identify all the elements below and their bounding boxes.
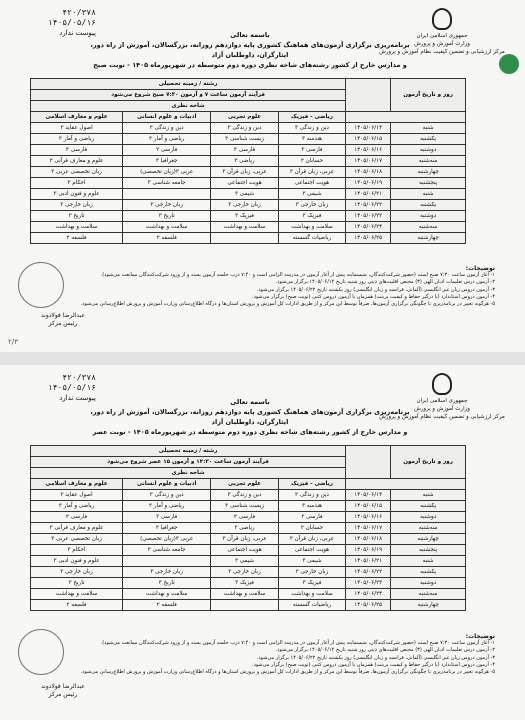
subject-cell: فارسی ۳ [31,145,123,156]
subject-cell: ریاضی ۳ [211,523,278,534]
date-cell: ۱۴۰۵/۰۶/۱۵ [346,501,391,512]
subject-cell: هویت اجتماعی [278,178,345,189]
letter-attachment: پیوست ندارد [59,394,96,402]
table-row [31,211,466,222]
subject-cell: زبان خارجی ۳ [123,200,211,211]
day-cell: شنبه [391,556,466,567]
subject-cell: تاریخ ۳ [31,211,123,222]
subject-cell: ریاضیات گسسته [278,233,345,244]
title-line-1: برنامه‌ریزی برگزاری آزمون‌های هماهنگ کشوری پایه دوازدهم روزانه، بزرگسالان، آموزش از راه دور، ایثارگران، داوطلبان آزاد [90,41,410,59]
org-line: جمهوری اسلامی ایران [416,33,468,39]
table-row [31,167,466,178]
letter-number: ۴۲۰/۳۷۸ [62,8,96,17]
subject-cell: جامعه شناسی ۳ [123,178,211,189]
letter-meta [6,373,96,403]
header-day: روز و تاریخ آزمون [391,446,466,479]
subject-cell: جامعه شناسی ۳ [123,545,211,556]
subject-cell: سلامت و بهداشت [31,589,123,600]
title-line-2: و مدارس خارج از کشور رشته‌های شاخه نظری دوره دوم متوسطه در شهریورماه ۱۴۰۵ - نوبت صبح [93,61,407,69]
table-row [31,523,466,534]
subject-cell: هویت اجتماعی [211,545,278,556]
table-row [31,589,466,600]
note-line: ۴- آزمون دروس استاندارد (با درگیر حفاظ و کیفیت پرینت) همزمان با آزمون دروس کتبی (نوبت صبح) برگزار می‌شود. [252,293,495,300]
field-name: ریاضی - فیزیک [278,112,345,123]
title-line-1: برنامه‌ریزی برگزاری آزمون‌های هماهنگ کشوری پایه دوازدهم روزانه، بزرگسالان، آموزش از راه دور، ایثارگران، داوطلبان آزاد [90,408,410,426]
start-time: فرآیند آزمون ساعت ۱۴:۳۰ و آزمون ۱۵ عصر شروع می‌شود [31,457,346,468]
day-cell: دوشنبه [391,145,466,156]
branch-label: شاخه نظری [31,468,346,479]
day-cell: پنجشنبه [391,178,466,189]
subject-cell: ریاضی و آمار ۳ [123,134,211,145]
date-cell: ۱۴۰۵/۰۶/۱۴ [346,490,391,501]
table-row [31,600,466,611]
signer-role: رئیس مرکز [48,691,78,698]
day-cell: یکشنبه [391,501,466,512]
subject-cell: فارسی ۳ [211,512,278,523]
subject-cell: عربی، زبان قرآن ۳ [278,534,345,545]
day-cell: دوشنبه [391,578,466,589]
page-separator [0,352,525,365]
letter-date: ۱۴۰۵/۰۵/۱۶ [47,383,96,392]
day-cell: سه‌شنبه [391,523,466,534]
note-line: ۳- آزمون دروس زبان غیر انگلیسی (آلمانی، فرانسه و زبان انگلیسی) روز یکشنبه تاریخ ۱۴۰۵/۰۶/۲۲ برگزار می‌شود. [256,654,495,661]
day-cell: چهارشنبه [391,233,466,244]
note-line: ۲- آزمون درس تعلیمات ادیان الهی (۳) مختص اقلیت‌های دینی روز شنبه تاریخ ۱۴۰۵/۰۶/۱۴ برگزار می‌شود. [275,647,495,654]
subject-cell: دین و زندگی ۳ [211,123,278,134]
subject-cell: سلامت و بهداشت [278,589,345,600]
date-cell: ۱۴۰۵/۰۶/۲۲ [346,200,391,211]
subject-cell: عربی ۳(زبان تخصصی) [123,534,211,545]
day-cell: سه‌شنبه [391,156,466,167]
subject-cell: تاریخ ۳ [123,578,211,589]
subject-cell: دین و زندگی ۳ [278,123,345,134]
subject-cell: هویت اجتماعی [278,545,345,556]
subject-cell: زبان خارجی ۳ [211,567,278,578]
table-row [31,156,466,167]
subject-cell: ریاضی و آمار ۳ [123,501,211,512]
subject-cell: فلسفه ۲ [123,600,211,611]
subject-cell: فیزیک ۳ [278,211,345,222]
table-header-row [31,79,466,90]
note-line: ۵- هرگونه تغییر در برنامه‌ریزی با چگونگی برگزاری آزمون‌ها، صرفاً توسط این مرکز و از طریق ادارات کل آموزش و پرورش استان‌ها و درگاه اطلاع‌رسانی وزارت آموزش و پرورش اطلاع‌رسانی می‌شود. [80,301,495,308]
document-title [90,397,410,437]
subject-cell [211,600,278,611]
quality-logo-icon [499,54,519,74]
subject-cell: اصول عقاید ۳ [31,490,123,501]
subject-cell: فیزیک ۳ [211,211,278,222]
table-row [31,567,466,578]
subject-cell: فارسی ۳ [278,512,345,523]
table-header-row [31,446,466,457]
table-fields-row [31,112,466,123]
subject-cell: ریاضی ۳ [211,156,278,167]
day-cell: چهارشنبه [391,600,466,611]
day-cell: دوشنبه [391,512,466,523]
subject-cell: زبان خارجی ۳ [123,567,211,578]
subject-cell: فلسفه ۲ [123,233,211,244]
header-blank [346,479,466,490]
subject-cell: زبان خارجی ۳ [278,567,345,578]
field-name: علوم تجربی [211,112,278,123]
date-cell: ۱۴۰۵/۰۶/۲۳ [346,578,391,589]
subject-cell: علوم و فنون ادبی ۳ [31,189,123,200]
besmeh: باسمه تعالی [230,31,270,39]
day-cell: پنجشنبه [391,545,466,556]
org-line: وزارت آموزش و پرورش [414,41,470,47]
org-line: وزارت آموزش و پرورش [414,406,470,412]
note-line: ۳- آزمون دروس زبان غیر انگلیسی (آلمانی، فرانسه و زبان انگلیسی) روز یکشنبه تاریخ ۱۴۰۵/۰۶/۲۲ برگزار می‌شود. [256,286,495,293]
official-stamp-icon [18,262,64,308]
subject-cell: زبان تخصصی عربی ۳ [31,167,123,178]
table-row [31,145,466,156]
subject-cell: زبان تخصصی عربی ۳ [31,534,123,545]
note-line: ۱- آغاز آزمون ساعت ۷:۳۰ صبح است (حضور شرکت‌کنندگان، شیسماینه پیش از آغاز آزمون در مدرسه الزامی است و ۷:۴۰ درب جلسه آزمون بسته و از ورود شرکت‌کنندگان ممانعت می‌شود). [100,272,495,279]
date-cell: ۱۴۰۵/۰۶/۱۸ [346,167,391,178]
day-cell: یکشنبه [391,134,466,145]
date-cell: ۱۴۰۵/۰۶/۲۲ [346,567,391,578]
subject-cell: شیمی ۳ [278,189,345,200]
subject-cell: زیست شناسی ۳ [211,501,278,512]
subject-cell: ریاضی و آمار ۳ [31,501,123,512]
subject-cell: عربی، زبان قرآن ۳ [211,534,278,545]
subject-cell: فارسی ۳ [211,145,278,156]
subject-cell: احکام ۳ [31,178,123,189]
field-name: ادبیات و علوم انسانی [123,112,211,123]
date-cell: ۱۴۰۵/۰۶/۲۳ [346,211,391,222]
field-name: علوم و معارف اسلامی [31,112,123,123]
day-cell: یکشنبه [391,200,466,211]
day-cell: شنبه [391,123,466,134]
letter-meta [6,8,96,38]
date-cell: ۱۴۰۵/۰۶/۱۷ [346,523,391,534]
subject-cell: علوم و فنون ادبی ۳ [31,556,123,567]
subject-cell: تاریخ ۳ [31,578,123,589]
subject-cell: عربی، زبان قرآن ۳ [211,167,278,178]
subject-cell: زبان خارجی ۳ [278,200,345,211]
header-blank [346,112,466,123]
day-cell: سه‌شنبه [391,222,466,233]
subject-cell [123,189,211,200]
table-row [31,501,466,512]
date-cell: ۱۴۰۵/۰۶/۱۸ [346,534,391,545]
subject-cell: شیمی ۳ [211,556,278,567]
date-cell: ۱۴۰۵/۰۶/۲۴ [346,589,391,600]
subject-cell: علوم و معارف قرآنی ۳ [31,156,123,167]
field-name: علوم و معارف اسلامی [31,479,123,490]
date-cell: ۱۴۰۵/۰۶/۱۶ [346,145,391,156]
schedule-rows [31,490,466,611]
subject-cell: زیست شناسی ۳ [211,134,278,145]
org-line: جمهوری اسلامی ایران [416,398,468,404]
official-stamp-icon [18,629,64,675]
day-cell: یکشنبه [391,567,466,578]
subject-cell: هندسه ۳ [278,134,345,145]
schedule-rows [31,123,466,244]
day-cell: دوشنبه [391,211,466,222]
subject-cell: سلامت و بهداشت [31,222,123,233]
signer-role: رئیس مرکز [48,320,78,327]
note-line: ۴- آزمون دروس استاندارد (با درگیر حفاظ و کیفیت پرینت) همزمان با آزمون دروس کتبی (نوبت صبح) برگزار می‌شود. [252,661,495,668]
signer-name: عبدالرضا فولادوند [41,312,85,319]
subject-cell: حسابان ۲ [278,523,345,534]
header-date [346,446,391,479]
day-cell: چهارشنبه [391,534,466,545]
field-name: ریاضی - فیزیک [278,479,345,490]
notes-heading: توضیحات: [465,265,495,272]
table-row [31,556,466,567]
date-cell: ۱۴۰۵/۰۶/۲۴ [346,222,391,233]
exam-schedule-table [30,78,466,244]
notes-section [55,633,495,676]
subject-cell: احکام ۳ [31,545,123,556]
day-cell: شنبه [391,189,466,200]
table-row [31,123,466,134]
subject-cell: هویت اجتماعی [211,178,278,189]
subject-cell: سلامت و بهداشت [278,222,345,233]
subject-cell: زبان خارجی ۳ [31,200,123,211]
date-cell: ۱۴۰۵/۰۶/۱۴ [346,123,391,134]
subject-cell [211,233,278,244]
date-cell: ۱۴۰۵/۰۶/۱۵ [346,134,391,145]
table-row [31,512,466,523]
table-row [31,189,466,200]
table-row [31,222,466,233]
subject-cell: دین و زندگی ۳ [278,490,345,501]
signature-block [28,683,98,699]
subject-cell: اصول عقاید ۳ [31,123,123,134]
document-title [90,30,410,70]
subject-cell: سلامت و بهداشت [123,222,211,233]
subject-cell: سلامت و بهداشت [211,222,278,233]
date-cell: ۱۴۰۵/۰۶/۲۱ [346,556,391,567]
header-field: رشته / زمینه تحصیلی [31,79,346,90]
table-row [31,578,466,589]
day-cell: شنبه [391,490,466,501]
subject-cell: شیمی ۳ [278,556,345,567]
subject-cell: شیمی ۳ [211,189,278,200]
subject-cell: زبان خارجی ۳ [211,200,278,211]
day-cell: چهارشنبه [391,167,466,178]
subject-cell: زبان خارجی ۳ [31,567,123,578]
subject-cell: جغرافیا ۳ [123,156,211,167]
subject-cell: سلامت و بهداشت [211,589,278,600]
subject-cell: جغرافیا ۳ [123,523,211,534]
subject-cell: سلامت و بهداشت [123,589,211,600]
date-cell: ۱۴۰۵/۰۶/۱۷ [346,156,391,167]
date-cell: ۱۴۰۵/۰۶/۱۹ [346,545,391,556]
subject-cell: فلسفه ۲ [31,600,123,611]
besmeh: باسمه تعالی [230,398,270,406]
subject-cell: حسابان ۲ [278,156,345,167]
date-cell: ۱۴۰۵/۰۶/۱۹ [346,178,391,189]
page-number: ۲/۳ [8,338,18,346]
date-cell: ۱۴۰۵/۰۶/۲۱ [346,189,391,200]
date-cell: ۱۴۰۵/۰۶/۱۶ [346,512,391,523]
header-day: روز و تاریخ آزمون [391,79,466,112]
subject-cell: فارسی ۳ [123,145,211,156]
iran-emblem-icon [432,8,452,30]
header-field: رشته / زمینه تحصیلی [31,446,346,457]
document-page-morning [0,0,525,352]
iran-emblem-icon [432,373,452,395]
subject-cell: ریاضی و آمار ۳ [31,134,123,145]
note-line: ۵- هرگونه تغییر در برنامه‌ریزی با چگونگی برگزاری آزمون‌ها، صرفاً توسط این مرکز و از طریق ادارات کل آموزش و پرورش استان‌ها و درگاه اطلاع‌رسانی وزارت آموزش و پرورش اطلاع‌رسانی می‌شود. [80,669,495,676]
subject-cell: دین و زندگی ۳ [123,123,211,134]
subject-cell: ریاضیات گسسته [278,600,345,611]
subject-cell: هندسه ۳ [278,501,345,512]
date-cell: ۱۴۰۵/۰۶/۲۵ [346,600,391,611]
start-time: فرآیند آزمون ساعت ۷ و آزمون ۷:۳۰ صبح شروع می‌شود [31,90,346,101]
subject-cell: فیزیک ۳ [278,578,345,589]
subject-cell: دین و زندگی ۳ [211,490,278,501]
subject-cell: فلسفه ۲ [31,233,123,244]
document-page-afternoon [0,365,525,720]
subject-cell: فیزیک ۳ [211,578,278,589]
table-row [31,490,466,501]
letter-date: ۱۴۰۵/۰۵/۱۶ [47,18,96,27]
table-row [31,233,466,244]
signer-name: عبدالرضا فولادوند [41,683,85,690]
table-row [31,534,466,545]
subject-cell: تاریخ ۳ [123,211,211,222]
subject-cell: فارسی ۳ [31,512,123,523]
subject-cell: فارسی ۳ [278,145,345,156]
header-date [346,79,391,112]
subject-cell: علوم و معارف قرآنی ۳ [31,523,123,534]
letter-attachment: پیوست ندارد [59,29,96,37]
table-row [31,134,466,145]
field-name: علوم تجربی [211,479,278,490]
field-name: ادبیات و علوم انسانی [123,479,211,490]
subject-cell: فارسی ۳ [123,512,211,523]
notes-heading: توضیحات: [465,633,495,640]
notes-section [55,265,495,308]
subject-cell: دین و زندگی ۳ [123,490,211,501]
org-line: مرکز ارزشیابی و تضمین کیفیت نظام آموزش و پرورش [379,414,505,420]
org-line: مرکز ارزشیابی و تضمین کیفیت نظام آموزش و پرورش [379,49,505,55]
signature-block [28,312,98,328]
subject-cell: عربی، زبان قرآن ۳ [278,167,345,178]
table-row [31,178,466,189]
subject-cell [123,556,211,567]
day-cell: سه‌شنبه [391,589,466,600]
subject-cell: عربی ۳(زبان تخصصی) [123,167,211,178]
title-line-2: و مدارس خارج از کشور رشته‌های شاخه نظری دوره دوم متوسطه در شهریورماه ۱۴۰۵ - نوبت عصر [92,428,408,436]
branch-label: شاخه نظری [31,101,346,112]
date-cell: ۱۴۰۵/۰۶/۲۵ [346,233,391,244]
table-fields-row [31,479,466,490]
table-row [31,545,466,556]
letter-number: ۴۲۰/۳۷۸ [62,373,96,382]
note-line: ۱- آغاز آزمون ساعت ۷:۳۰ صبح است (حضور شرکت‌کنندگان، شیسماینه پیش از آغاز آزمون در مدرسه الزامی است و ۷:۴۰ درب جلسه آزمون بسته و از ورود شرکت‌کنندگان ممانعت می‌شود). [100,640,495,647]
table-row [31,200,466,211]
note-line: ۲- آزمون درس تعلیمات ادیان الهی (۳) مختص اقلیت‌های دینی روز شنبه تاریخ ۱۴۰۵/۰۶/۱۴ برگزار می‌شود. [275,279,495,286]
exam-schedule-table [30,445,466,611]
